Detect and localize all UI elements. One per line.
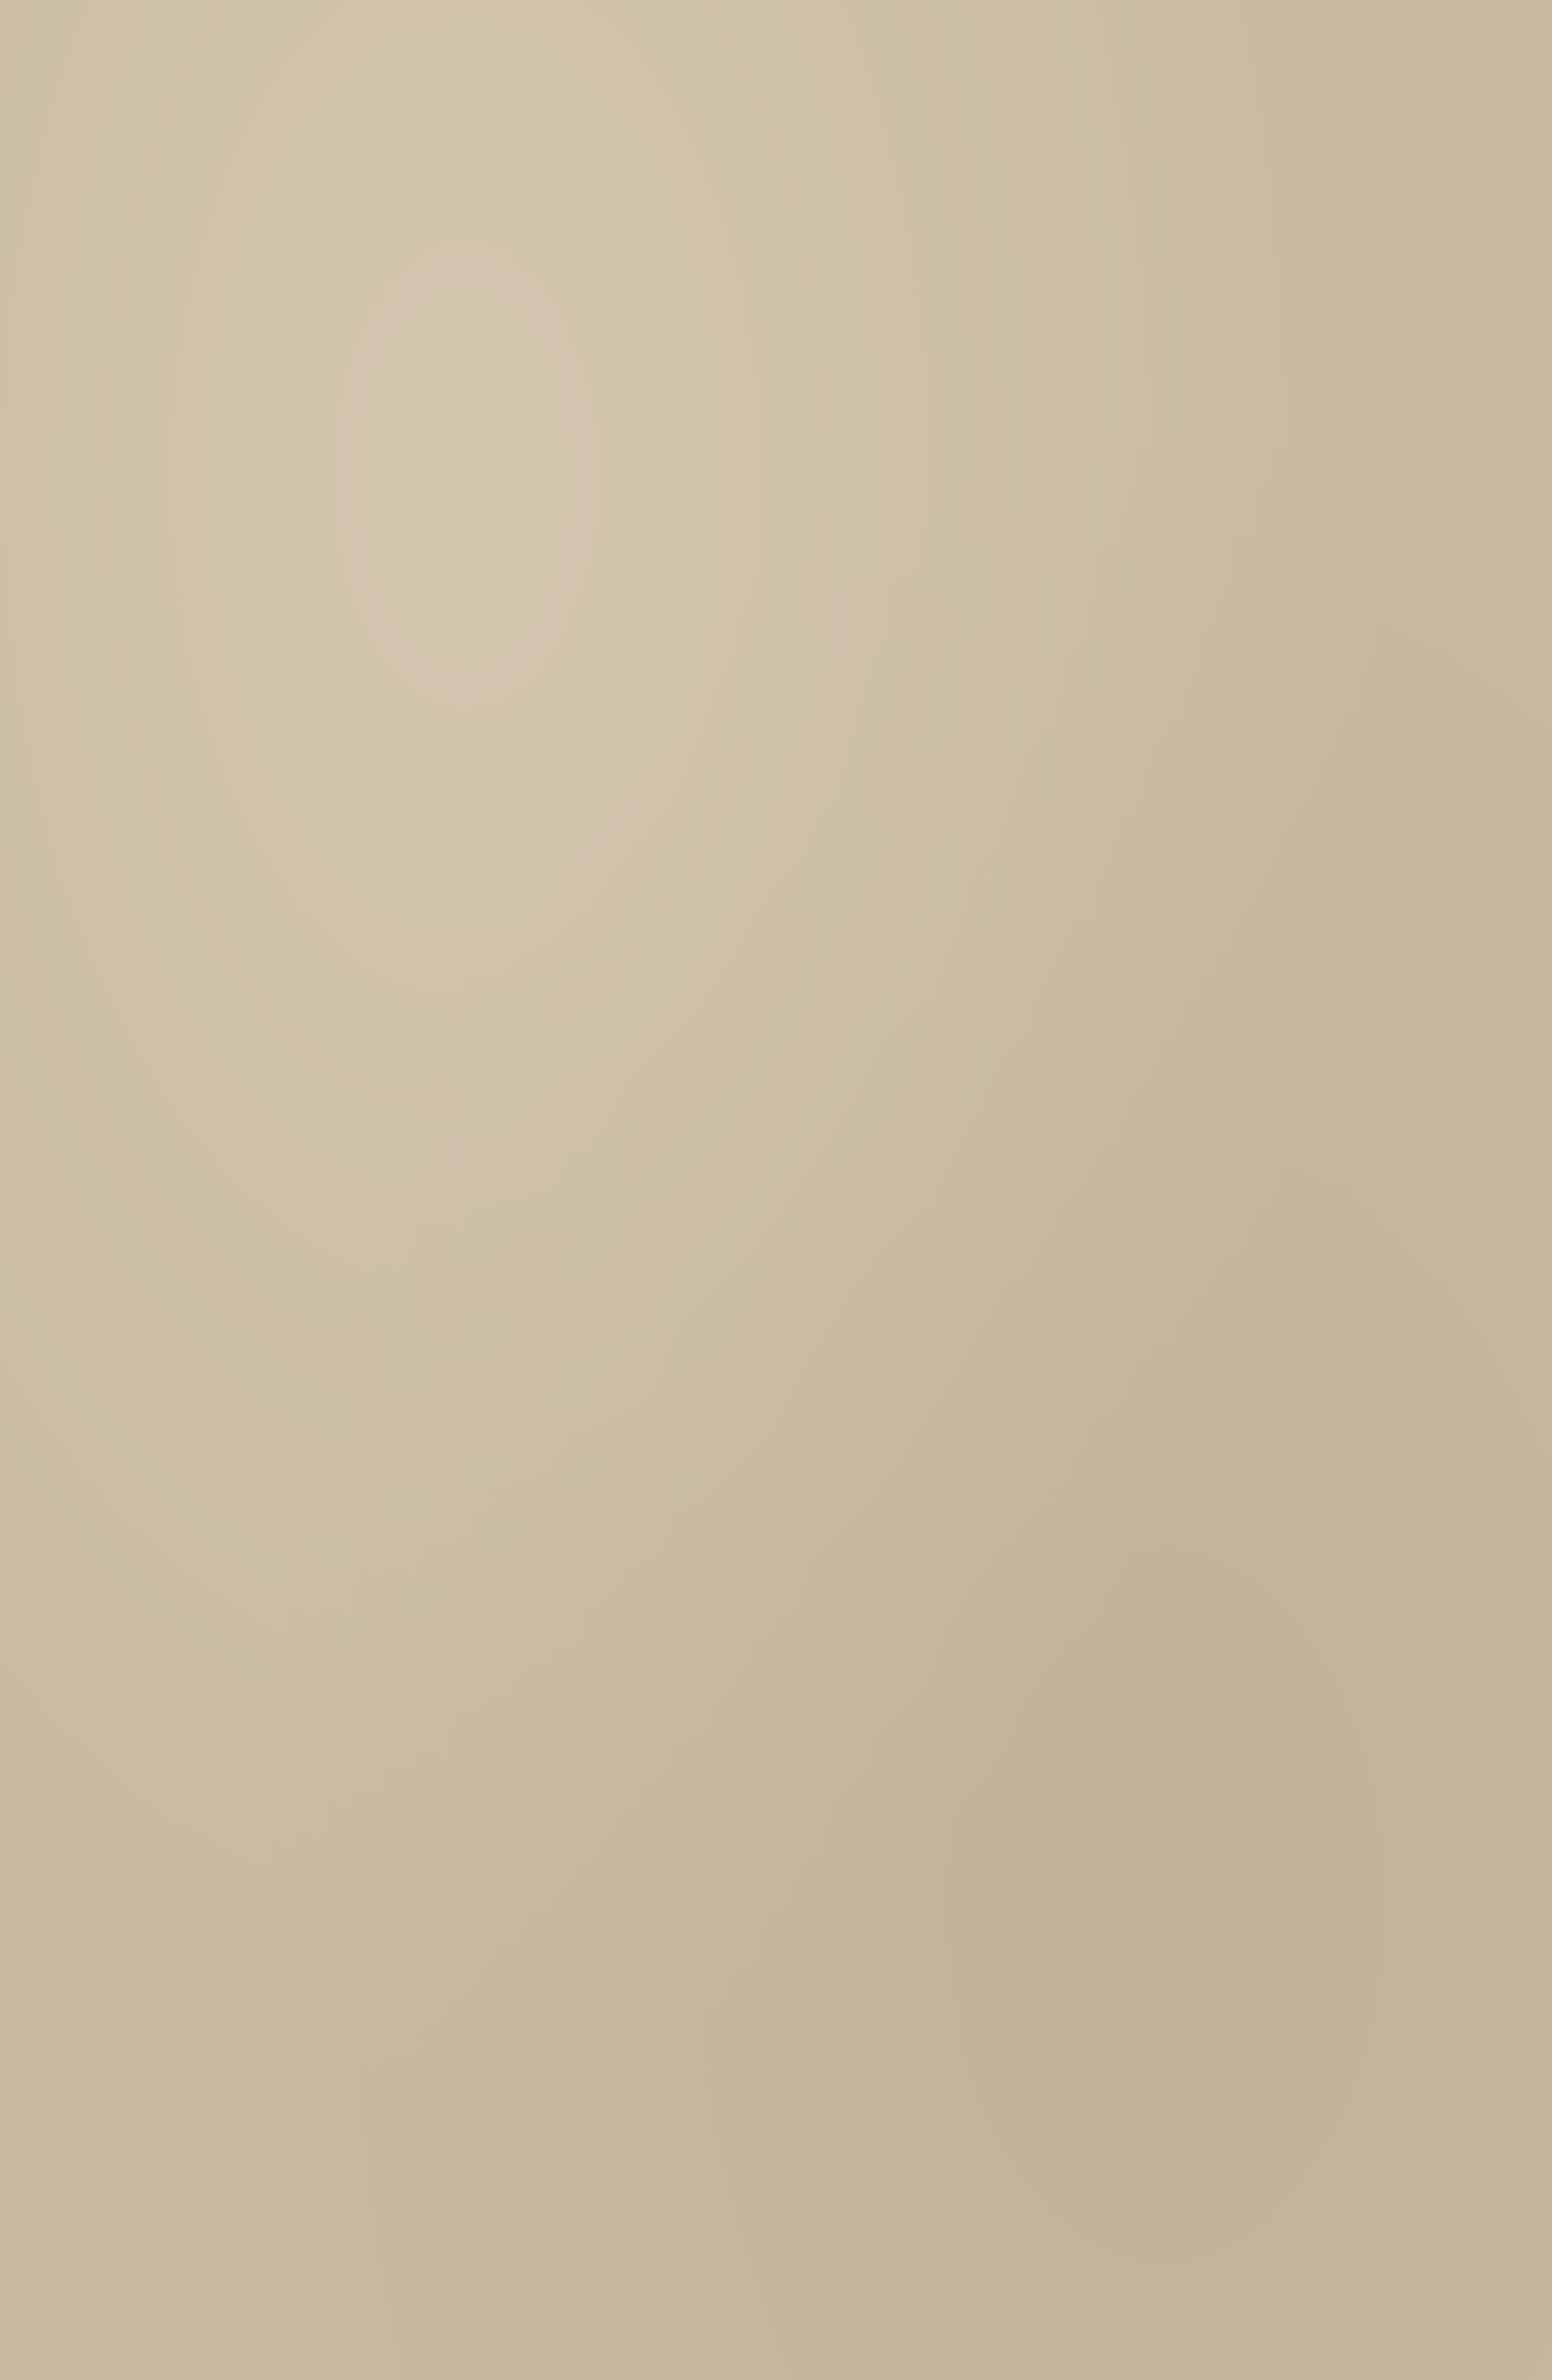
book-page <box>0 0 1552 2380</box>
